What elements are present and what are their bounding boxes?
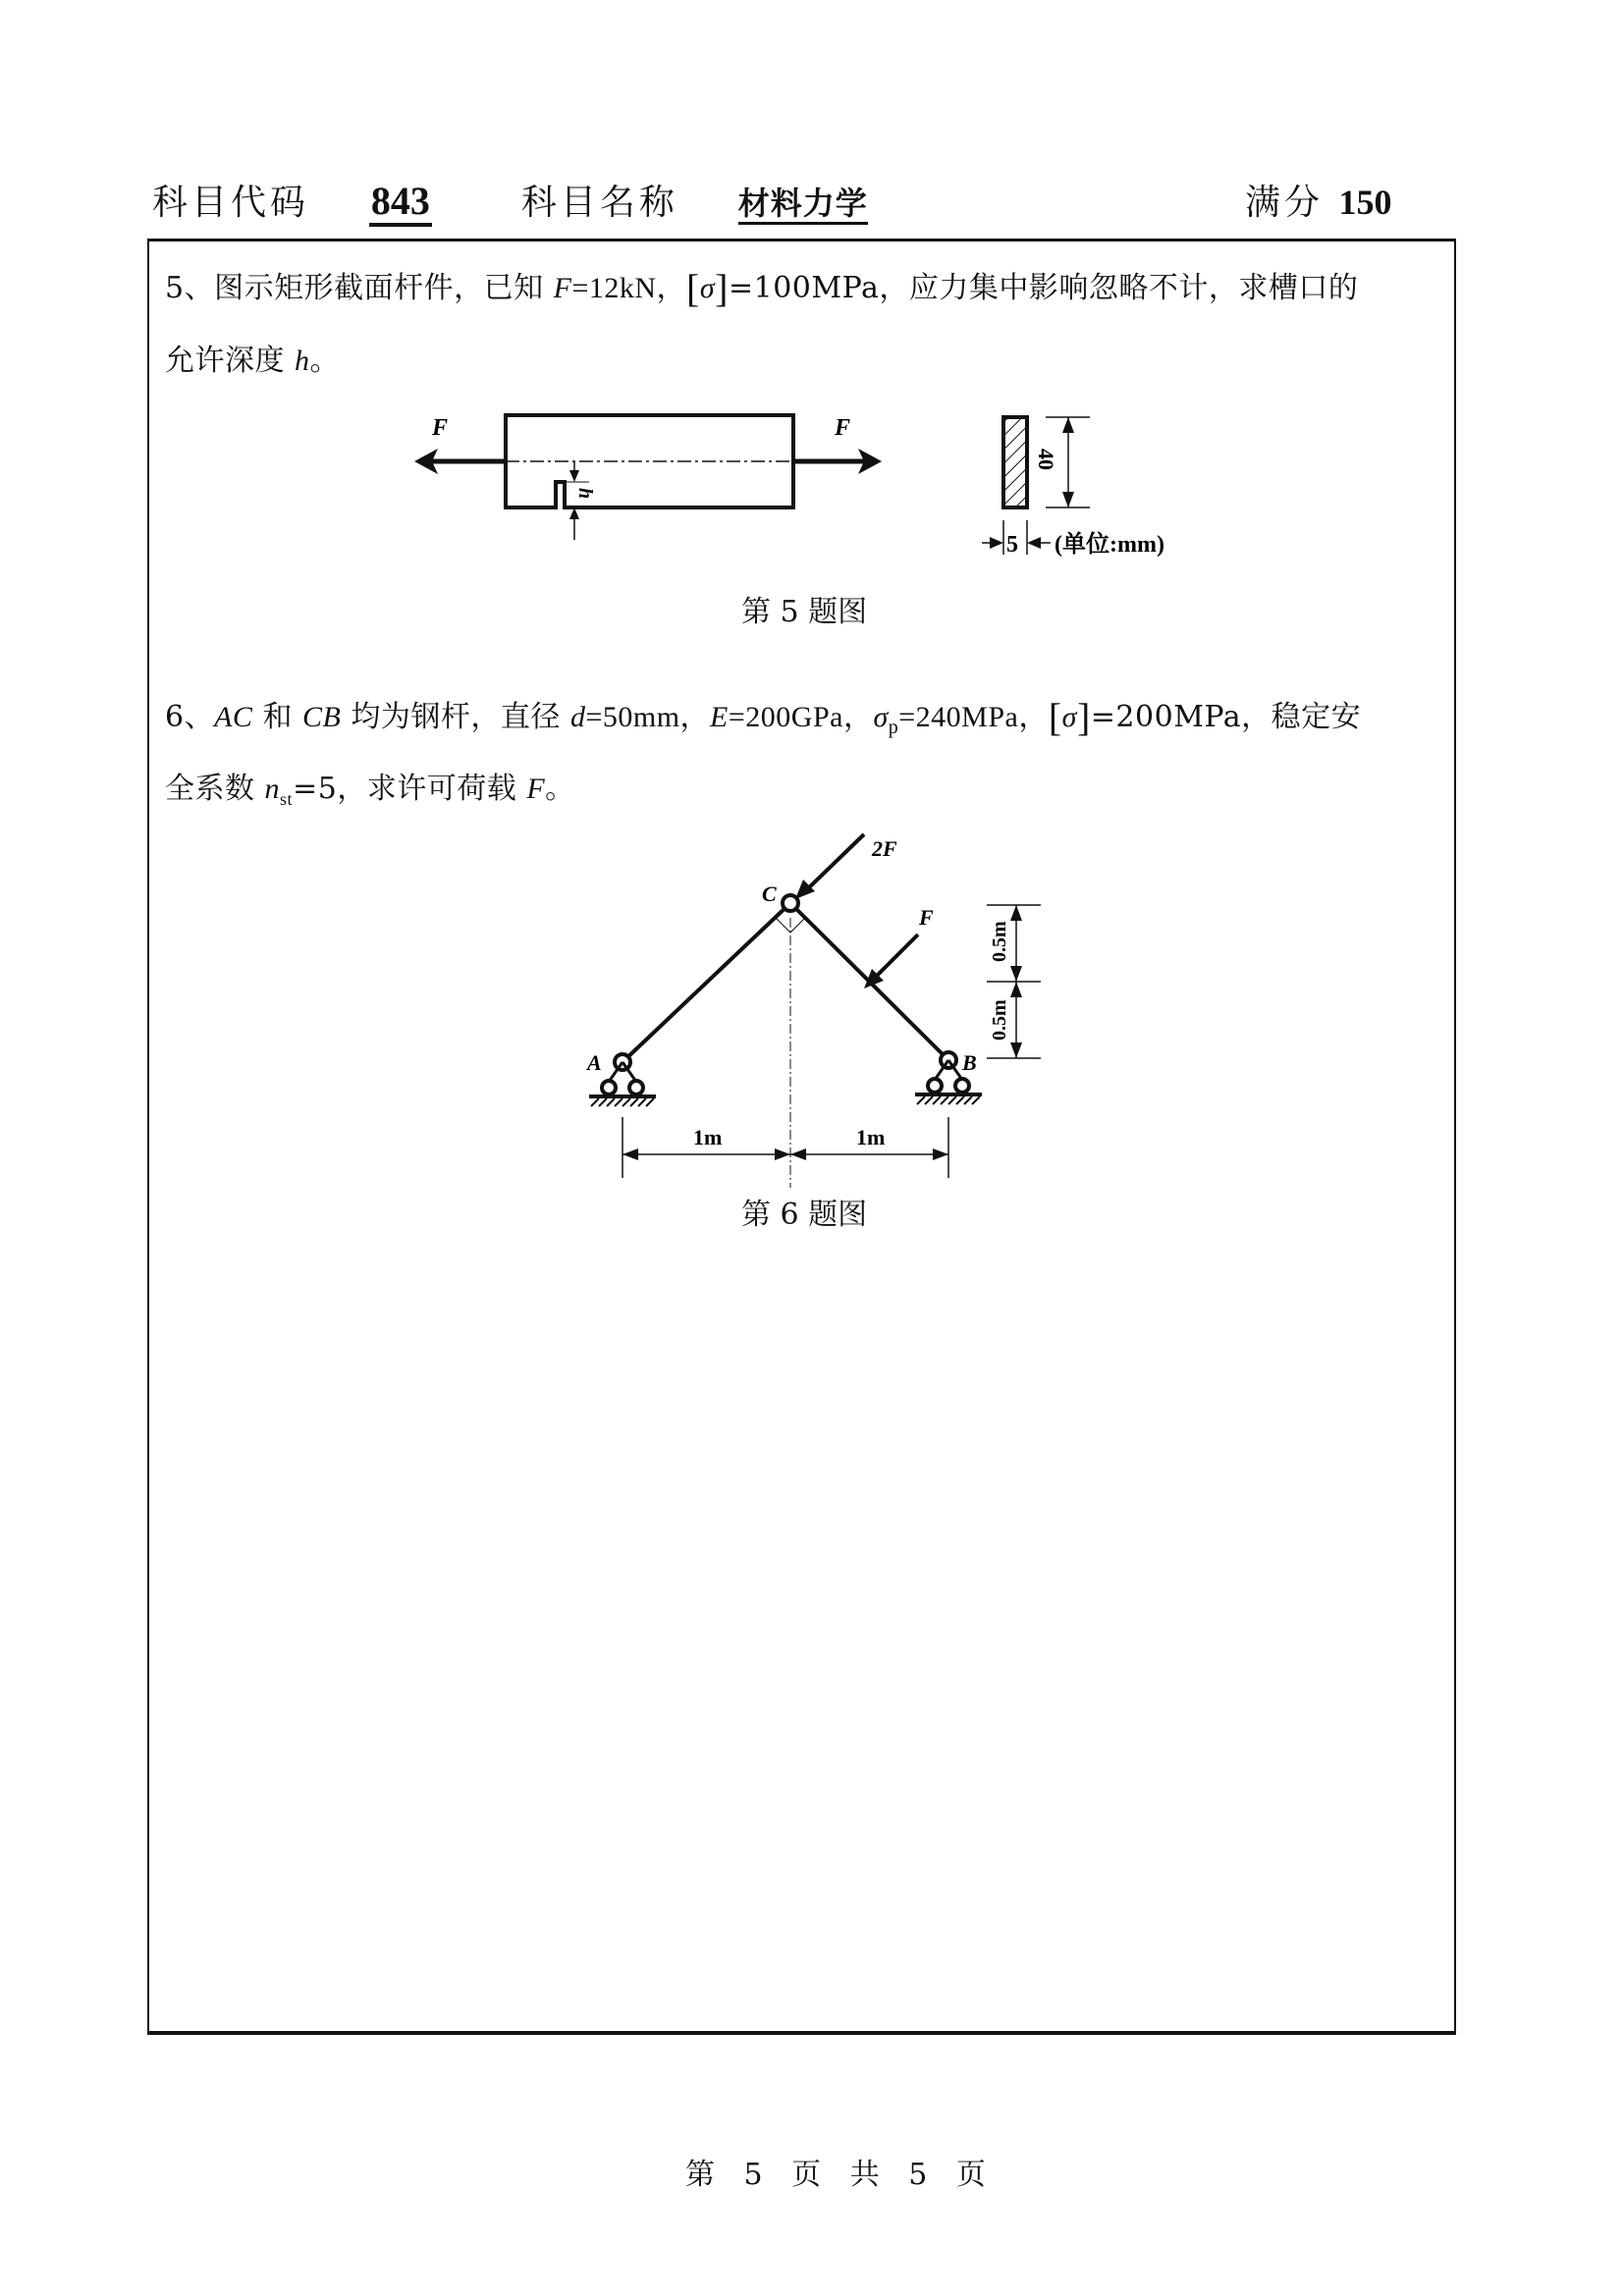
q6-text-2: 全系数 bbox=[165, 772, 265, 806]
figure-6-truss-diagram bbox=[569, 825, 1080, 1198]
member-AC bbox=[622, 903, 790, 1062]
q5-var-h: h bbox=[295, 345, 310, 377]
bracket-close: ] bbox=[1076, 695, 1091, 739]
q6-prefix: 6、 bbox=[165, 700, 215, 734]
q6-sigma-p-sub: p bbox=[888, 717, 899, 738]
force-label-right: F bbox=[835, 415, 851, 441]
q5-end: 。 bbox=[309, 344, 341, 378]
question-6-line-1 bbox=[165, 692, 1361, 740]
q6-n-sub: st bbox=[280, 789, 294, 809]
joint-C-icon bbox=[783, 895, 798, 911]
figure-6-caption: 第 6 题图 bbox=[741, 1198, 868, 1232]
question-5-line-2 bbox=[165, 336, 340, 379]
full-score-label: 满分 bbox=[1245, 183, 1325, 223]
exam-header bbox=[152, 175, 868, 225]
full-score-value: 150 bbox=[1338, 183, 1392, 222]
q5-text-2: 允许深度 bbox=[165, 344, 296, 378]
notch-h-label: h bbox=[574, 488, 596, 500]
q6-n-val: =5，求许可荷载 bbox=[293, 772, 527, 806]
node-B-label: B bbox=[962, 1050, 977, 1075]
width-dim-5: 5 bbox=[1006, 532, 1018, 558]
q5-sigma: σ bbox=[699, 272, 716, 304]
q5-sigma-value: =100MPa，应力集中影响忽略不计，求槽口的 bbox=[729, 271, 1359, 305]
unit-note: (单位:mm) bbox=[1055, 532, 1164, 558]
q6-sigma: σ bbox=[1061, 701, 1077, 733]
load-F-label: F bbox=[919, 905, 934, 930]
dim-vertical-lower: 0.5m bbox=[989, 999, 1010, 1041]
bracket-open: [ bbox=[686, 266, 700, 310]
bracket-open: [ bbox=[1048, 695, 1062, 739]
q6-d-val: =50mm， bbox=[585, 701, 711, 733]
q5-text: 5、图示矩形截面杆件，已知 bbox=[165, 271, 554, 305]
load-2F-label: 2F bbox=[872, 836, 897, 861]
question-6-line-2 bbox=[165, 764, 575, 810]
q6-F: F bbox=[526, 773, 546, 805]
bracket-close: ] bbox=[715, 266, 729, 310]
q6-n: n bbox=[264, 773, 281, 805]
node-A-label: A bbox=[587, 1050, 602, 1075]
q6-end: 。 bbox=[545, 772, 575, 806]
figure-5-caption: 第 5 题图 bbox=[741, 595, 868, 629]
q6-mid: 均为钢杆，直径 bbox=[341, 700, 570, 734]
full-score bbox=[1245, 175, 1391, 225]
dim-horizontal-left: 1m bbox=[693, 1125, 723, 1149]
q5-F-value: =12kN， bbox=[571, 272, 687, 304]
height-dim-40: 40 bbox=[1034, 449, 1058, 470]
dim-vertical-upper: 0.5m bbox=[989, 921, 1010, 962]
q6-AC: AC bbox=[214, 701, 253, 733]
q6-E-val: =200GPa， bbox=[728, 701, 874, 733]
node-C-label: C bbox=[762, 881, 777, 906]
dim-horizontal-right: 1m bbox=[856, 1125, 886, 1149]
figure-5-bar-diagram bbox=[403, 398, 1237, 574]
question-5-line-1 bbox=[165, 263, 1358, 311]
page-footer: 第 5 页 共 5 页 bbox=[685, 2158, 996, 2192]
subject-name: 材料力学 bbox=[738, 185, 868, 225]
q6-sigma-p-val: =240MPa， bbox=[898, 701, 1049, 733]
subject-code: 843 bbox=[369, 179, 432, 227]
q6-E: E bbox=[710, 701, 729, 733]
q6-and: 和 bbox=[252, 700, 303, 734]
q6-sigma-p: σ bbox=[873, 701, 889, 733]
q6-sigma-val: =200MPa，稳定安 bbox=[1090, 700, 1362, 734]
force-label-left: F bbox=[432, 415, 449, 441]
cross-section-hatched bbox=[1003, 417, 1027, 507]
q6-d: d bbox=[569, 701, 586, 733]
q5-var-F: F bbox=[553, 272, 572, 304]
subject-code-label: 科目代码 bbox=[152, 183, 310, 223]
subject-name-label: 科目名称 bbox=[520, 183, 678, 223]
q6-CB: CB bbox=[302, 701, 342, 733]
